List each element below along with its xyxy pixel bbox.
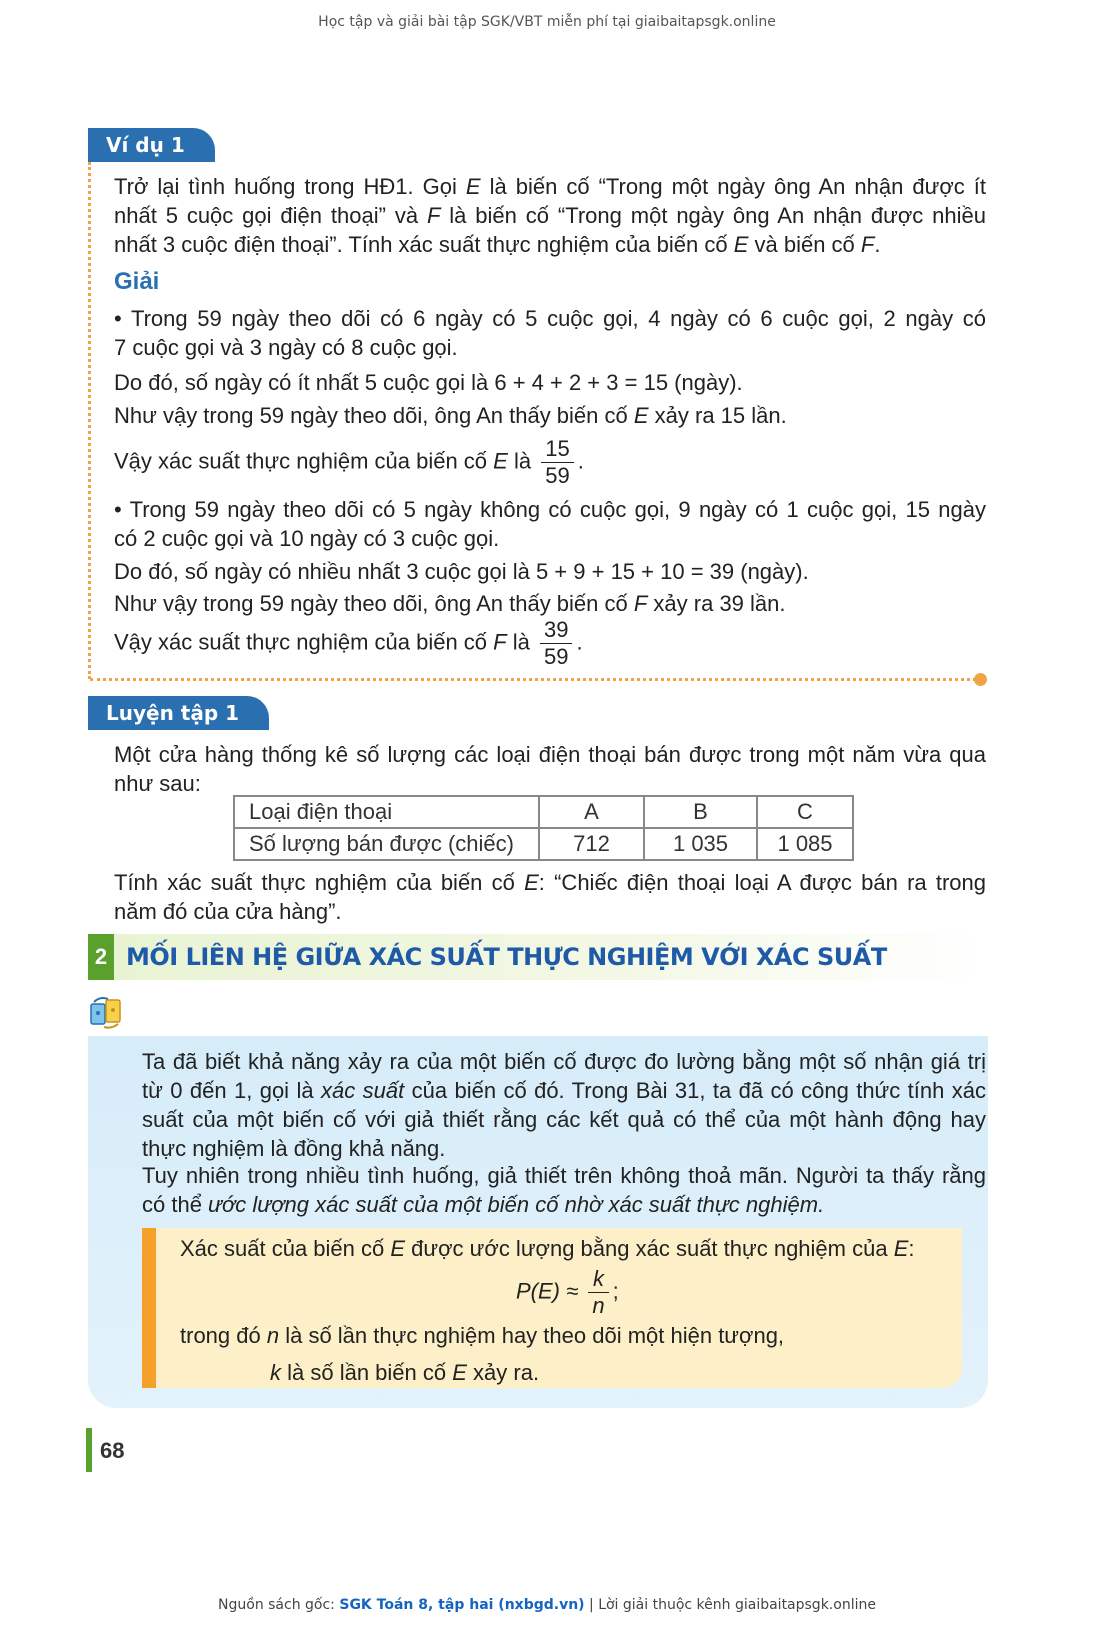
solution-part-2: • Trong 59 ngày theo dõi có 5 ngày không có cuộc gọi, 9 ngày có 1 cuộc gọi, 15 ngày có 2 cuộc gọi và 10 ngày có 3 cuộc gọi. [114, 497, 986, 551]
practice-tag-label: Luyện tập 1 [106, 701, 240, 725]
definition-line-3: k là số lần biến cố E xảy ra. [270, 1360, 540, 1385]
section-title: MỐI LIÊN HỆ GIỮA XÁC SUẤT THỰC NGHIỆM VỚI XÁC SUẤT [126, 943, 887, 971]
solution-line: Do đó, số ngày có ít nhất 5 cuộc gọi là 6 + 4 + 2 + 3 = 15 (ngày). [114, 370, 743, 395]
example-bottom-border [90, 678, 976, 681]
header-text: Học tập và giải bài tập SGK/VBT miễn phí tại giaibaitapsgk.online [318, 14, 776, 30]
definition-line-1: Xác suất của biến cố E được ước lượng bằng xác suất thực nghiệm của E: [180, 1236, 915, 1261]
knowledge-paragraph-1: Ta đã biết khả năng xảy ra của một biến cố được đo lường bằng một số nhận giá trị từ 0 đến 1, gọi là xác suất của biến cố đó. Trong Bài 31, ta đã có công thức tính xác suất của một biến cố với giả thiết rằng các kết quả có thể của một hành động hay thực nghiệm là đồng khả năng. [142, 1049, 986, 1161]
knowledge-paragraph-2: Tuy nhiên trong nhiều tình huống, giả thiết trên không thoả mãn. Người ta thấy rằng có thể ước lượng xác suất của một biến cố nhờ xác suất thực nghiệm. [142, 1163, 986, 1217]
fraction-e: $\frac{15}{59}$ [541, 436, 573, 489]
table-cell: Số lượng bán được (chiếc) [234, 828, 539, 860]
practice-intro: Một cửa hàng thống kê số lượng các loại điện thoại bán được trong một năm vừa qua như sau: [114, 742, 986, 796]
practice-tag [88, 696, 269, 730]
page-number: 68 [100, 1438, 125, 1463]
solution-line: Như vậy trong 59 ngày theo dõi, ông An thấy biến cố E xảy ra 15 lần. [114, 403, 787, 428]
solution-line: Như vậy trong 59 ngày theo dõi, ông An thấy biến cố F xảy ra 39 lần. [114, 591, 786, 616]
table-cell: A [539, 796, 644, 828]
knowledge-icon [88, 996, 124, 1030]
phone-sales-table [233, 795, 854, 861]
example-tag [88, 128, 215, 162]
table-cell: C [757, 796, 853, 828]
source-link[interactable]: SGK Toán 8, tập hai (nxbgd.vn) [339, 1597, 585, 1613]
definition-box-accent [142, 1228, 156, 1388]
example-left-border [88, 162, 91, 679]
fraction-f: $\frac{39}{59}$ [540, 617, 572, 670]
solution-result-f: Vậy xác suất thực nghiệm của biến cố F là $\frac{39}{59}$ . [114, 617, 583, 669]
probability-formula: P(E) ≈ $\frac{k}{n}$ ; [516, 1266, 619, 1318]
solution-line: Do đó, số ngày có nhiều nhất 3 cuộc gọi là 5 + 9 + 15 + 10 = 39 (ngày). [114, 559, 809, 584]
page-header [0, 14, 1094, 30]
formula-fraction: $\frac{k}{n}$ [588, 1266, 608, 1319]
solution-part-1: • Trong 59 ngày theo dõi có 6 ngày có 5 cuộc gọi, 4 ngày có 6 cuộc gọi, 2 ngày có 7 cuộc gọi và 3 ngày có 8 cuộc gọi. [114, 306, 986, 360]
page-number-bar [86, 1428, 92, 1472]
definition-line-2: trong đó n là số lần thực nghiệm hay theo dõi một hiện tượng, [180, 1323, 785, 1348]
table-cell: 1 085 [757, 828, 853, 860]
table-cell: 712 [539, 828, 644, 860]
example-border-dot [974, 673, 987, 686]
table-row [234, 796, 853, 828]
solution-heading: Giải [114, 268, 160, 295]
table-cell: 1 035 [644, 828, 757, 860]
table-cell: B [644, 796, 757, 828]
example-tag-label: Ví dụ 1 [106, 133, 185, 157]
page-footer: Nguồn sách gốc: SGK Toán 8, tập hai (nxbgd.vn) | Lời giải thuộc kênh giaibaitapsgk.online [218, 1597, 876, 1613]
example-intro: Trở lại tình huống trong HĐ1. Gọi E là biến cố “Trong một ngày ông An nhận được ít nhất 5 cuộc gọi điện thoại” và F là biến cố “Trong một ngày ông An nhận được nhiều nhất 3 cuộc điện thoại”. Tính xác suất thực nghiệm của biến cố E và biến cố F. [114, 174, 987, 257]
table-cell: Loại điện thoại [234, 796, 539, 828]
section-number: 2 [88, 934, 114, 980]
practice-question: Tính xác suất thực nghiệm của biến cố E: “Chiếc điện thoại loại A được bán ra trong năm đó của cửa hàng”. [114, 870, 986, 924]
table-row [234, 828, 853, 860]
solution-result-e: Vậy xác suất thực nghiệm của biến cố E là $\frac{15}{59}$ . [114, 436, 584, 488]
